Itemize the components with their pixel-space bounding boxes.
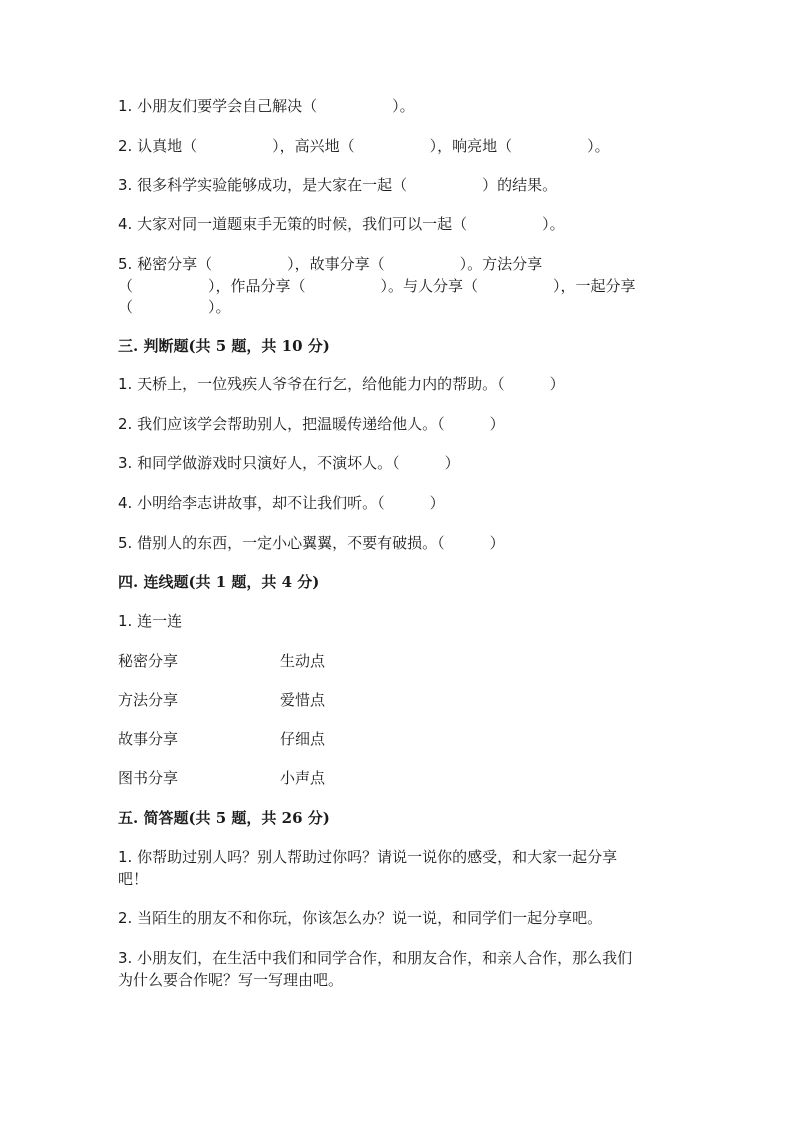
fill-blank-question-2: 2. 认真地（ ），高兴地（ ），响亮地（ ）。 (118, 137, 610, 155)
judge-question-4: 4. 小明给李志讲故事，却不让我们听。（ ） (118, 494, 445, 512)
matching-right-item: 小声点 (280, 769, 326, 787)
judge-section-heading: 三. 判断题(共 5 题，共 10 分) (118, 337, 330, 355)
matching-right-item: 爱惜点 (280, 691, 326, 709)
short-answer-question-3-line-2: 为什么要合作呢？写一写理由吧。 (118, 971, 344, 989)
matching-right-item: 仔细点 (280, 730, 326, 748)
short-answer-question-2: 2. 当陌生的朋友不和你玩，你该怎么办？说一说，和同学们一起分享吧。 (118, 909, 603, 927)
short-answer-section-heading: 五. 简答题(共 5 题，共 26 分) (118, 809, 330, 827)
judge-question-5: 5. 借别人的东西，一定小心翼翼，不要有破损。（ ） (118, 534, 505, 552)
matching-question-1: 1. 连一连 (118, 612, 183, 630)
short-answer-question-1-line-2: 吧！ (118, 870, 149, 888)
short-answer-question-3-line-1: 3. 小朋友们，在生活中我们和同学合作，和朋友合作，和亲人合作，那么我们 (118, 949, 633, 967)
matching-left-item: 方法分享 (118, 691, 179, 709)
fill-blank-question-4: 4. 大家对同一道题束手无策的时候，我们可以一起（ ）。 (118, 215, 565, 233)
judge-question-3: 3. 和同学做游戏时只演好人，不演坏人。（ ） (118, 454, 460, 472)
fill-blank-question-5-line-3: （ ）。 (118, 298, 231, 316)
judge-question-2: 2. 我们应该学会帮助别人，把温暖传递给他人。（ ） (118, 415, 505, 433)
matching-left-item: 秘密分享 (118, 652, 179, 670)
fill-blank-question-1: 1. 小朋友们要学会自己解决（ ）。 (118, 97, 415, 115)
matching-section-heading: 四. 连线题(共 1 题，共 4 分) (118, 573, 320, 591)
matching-left-item: 图书分享 (118, 769, 179, 787)
fill-blank-question-5-line-1: 5. 秘密分享（ ），故事分享（ ）。方法分享 (118, 255, 543, 273)
fill-blank-question-5-line-2: （ ），作品分享（ ）。与人分享（ ），一起分享 (118, 277, 636, 295)
matching-right-item: 生动点 (280, 652, 326, 670)
fill-blank-question-3: 3. 很多科学实验能够成功，是大家在一起（ ）的结果。 (118, 176, 558, 194)
judge-question-1: 1. 天桥上，一位残疾人爷爷在行乞，给他能力内的帮助。（ ） (118, 375, 565, 393)
matching-left-item: 故事分享 (118, 730, 179, 748)
short-answer-question-1-line-1: 1. 你帮助过别人吗？别人帮助过你吗？请说一说你的感受，和大家一起分享 (118, 848, 618, 866)
